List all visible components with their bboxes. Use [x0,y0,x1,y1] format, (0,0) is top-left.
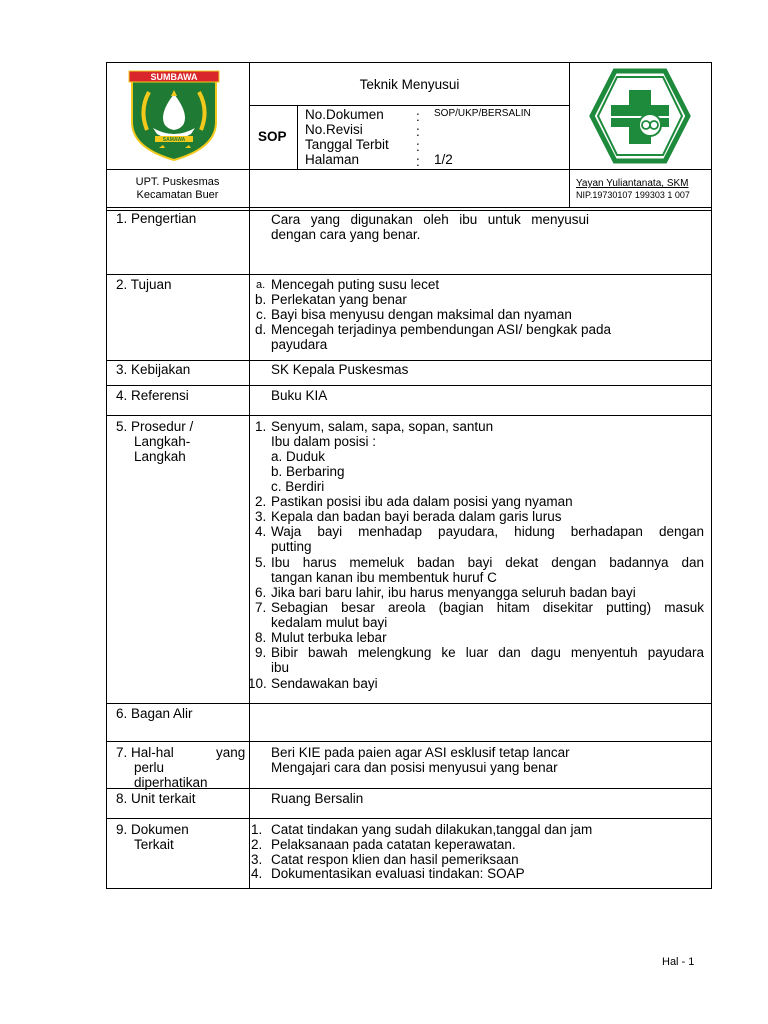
step-text: Kepala dan badan bayi berada dalam garis lurus [271,509,562,524]
list-marker: b. [255,292,267,307]
step-text: tangan kanan ibu membentuk huruf C [271,570,497,585]
section-label-tujuan: 2. Tujuan [116,277,172,292]
step-text: ibu [271,660,290,675]
divider [106,385,712,386]
step-text: b. Berbaring [271,464,345,479]
section-label-hal-hal: yang [216,745,246,760]
meta-label: Halaman [305,152,360,167]
divider [106,274,712,275]
list-item: payudara [271,337,328,352]
list-marker: 3. [251,852,263,867]
section-label-kebijakan: 3. Kebijakan [116,362,191,377]
list-item: Dokumentasikan evaluasi tindakan: SOAP [271,866,525,881]
divider [106,415,712,416]
divider [106,741,712,742]
step-number: 3. [255,509,267,524]
meta-label: No.Dokumen [305,107,384,122]
puskesmas-logo [589,68,691,164]
page-number: Hal - 1 [662,956,695,968]
meta-label: No.Revisi [305,122,363,137]
step-text: Ibu harus memeluk badan bayi dekat dengan badannya dan [271,555,704,570]
divider [106,207,712,208]
divider [106,169,712,170]
meta-value: SOP/UKP/BERSALIN [434,108,531,119]
step-text: Sendawakan bayi [271,676,378,691]
table-border-right [711,62,712,889]
list-item: Catat respon klien dan hasil pemeriksaan [271,852,519,867]
list-item: Bayi bisa menyusu dengan maksimal dan nyaman [271,307,572,322]
list-marker: d. [255,322,267,337]
logo-text: SUMBAWA [150,72,198,82]
step-text: a. Duduk [271,449,326,464]
divider [106,360,712,361]
divider [249,62,250,888]
hal-text: Beri KIE pada paien agar ASI esklusif tetap lancar [271,745,570,760]
pengertian-text: Cara yang digunakan oleh ibu untuk menyusui [271,212,589,227]
meta-colon: : [416,109,420,124]
step-text: Waja bayi menhadap payudara, hidung berhadapan dengan [271,524,704,539]
section-label-hal-hal: diperhatikan [134,775,208,790]
list-marker: 1. [251,822,263,837]
puskesmas-cross-icon [589,68,691,164]
section-label-prosedur: Langkah- [134,434,191,449]
meta-value: 1/2 [434,152,453,167]
step-text: Senyum, salam, sapa, sopan, santun [271,419,494,434]
referensi-text: Buku KIA [271,388,328,403]
step-number: 4. [255,524,267,539]
step-number: 1. [255,419,267,434]
hal-text: Mengajari cara dan posisi menyusui yang benar [271,760,558,775]
signer-nip: NIP.19730107 199303 1 007 [576,190,690,200]
step-number: 2. [255,494,267,509]
pengertian-text: dengan cara yang benar. [271,227,421,242]
unit-text: Ruang Bersalin [271,791,364,806]
list-item: Pelaksanaan pada catatan keperawatan. [271,837,516,852]
org-subname: Kecamatan Buer [136,189,219,201]
kebijakan-text: SK Kepala Puskesmas [271,362,409,377]
step-text: c. Berdiri [271,479,325,494]
step-number: 8. [255,630,267,645]
step-text: Sebagian besar areola (bagian hitam disekitar putting) masuk [271,600,704,615]
org-name: UPT. Puskesmas [135,176,220,188]
list-marker: c. [256,307,267,322]
step-number: 10. [248,676,267,691]
table-border-bottom [106,888,712,889]
sumbawa-logo [125,70,223,162]
section-label-referensi: 4. Referensi [116,388,189,403]
divider [569,62,570,208]
section-label-prosedur: 5. Prosedur / [116,419,194,434]
list-marker: a. [256,279,266,291]
meta-label: Tanggal Terbit [305,137,389,152]
meta-colon: : [416,154,420,169]
step-text: kedalam mulut bayi [271,615,388,630]
section-label-hal-hal: 7. Hal-hal [116,745,174,760]
step-number: 7. [255,600,267,615]
step-text: Mulut terbuka lebar [271,630,387,645]
section-label-unit-terkait: 8. Unit terkait [116,791,196,806]
list-item: Mencegah puting susu lecet [271,277,440,292]
document-title: Teknik Menyusui [359,77,460,92]
divider [106,210,712,211]
divider [249,105,569,106]
divider [297,105,298,169]
sumbawa-crest-icon [125,70,223,162]
signer-name: Yayan Yuliantanata, SKM [576,178,689,189]
meta-colon: : [416,124,420,139]
section-label-dokumen: 9. Dokumen [116,822,189,837]
step-text: Ibu dalam posisi : [271,434,377,449]
step-text: Jika bari baru lahir, ibu harus menyangga seluruh badan bayi [271,585,636,600]
step-number: 5. [255,555,267,570]
section-label-hal-hal: perlu [134,760,165,775]
section-label-prosedur: Langkah [134,449,186,464]
step-text: Bibir bawah melengkung ke luar dan dagu menyentuh payudara [271,645,704,660]
sop-label: SOP [258,129,287,144]
list-item: Perlekatan yang benar [271,292,407,307]
step-number: 9. [255,645,267,660]
table-border-top [106,62,712,63]
step-number: 6. [255,585,267,600]
section-label-bagan-alir: 6. Bagan Alir [116,706,193,721]
list-marker: 2. [251,837,263,852]
section-label-pengertian: 1. Pengertian [116,211,197,226]
list-marker: 4. [251,866,263,881]
logo-ribbon: SAMAWA [162,137,186,143]
divider [106,818,712,819]
divider [106,703,712,704]
section-label-dokumen: Terkait [134,837,174,852]
step-text: putting [271,539,312,554]
step-text: Pastikan posisi ibu ada dalam posisi yang nyaman [271,494,573,509]
list-item: Mencegah terjadinya pembendungan ASI/ bengkak pada [271,322,612,337]
list-item: Catat tindakan yang sudah dilakukan,tanggal dan jam [271,822,593,837]
meta-colon: : [416,139,420,154]
